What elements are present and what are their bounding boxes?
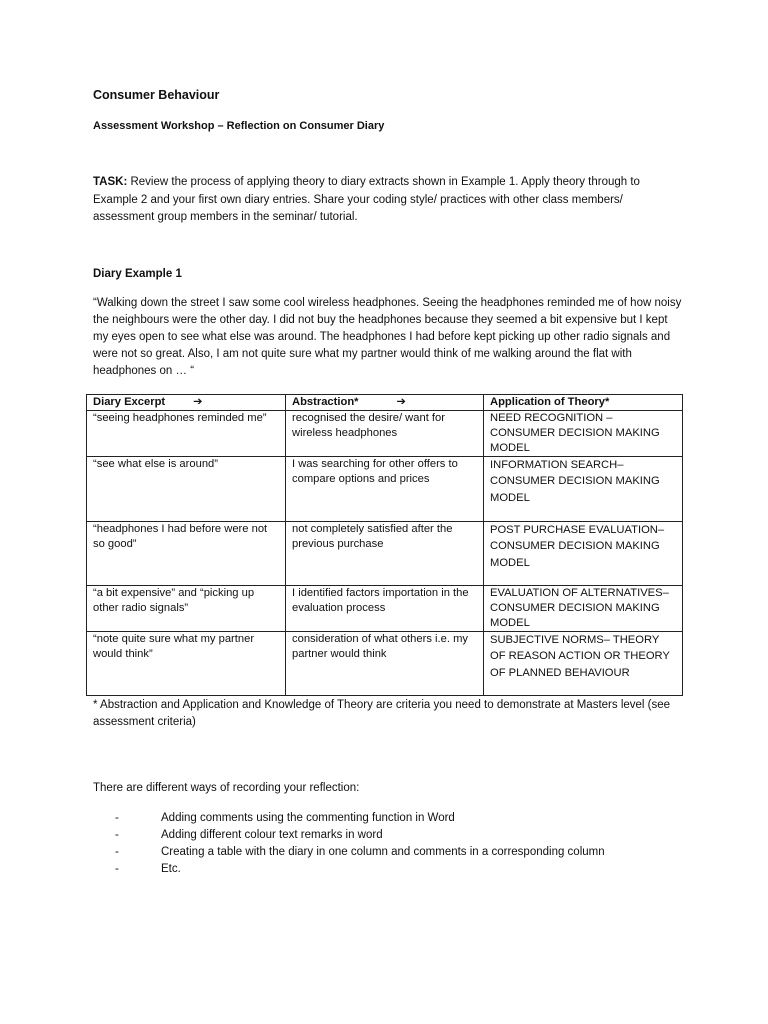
cell-excerpt: “seeing headphones reminded me” — [87, 410, 286, 456]
cell-abstraction: consideration of what others i.e. my partner would think — [286, 631, 484, 695]
task-text: Review the process of applying theory to diary extracts shown in Example 1. Apply theory through to Example 2 and your first own diary entries. Share your coding style/ practices with other class members/ assessment group members in the seminar/ tutorial. — [93, 176, 640, 223]
cell-theory: NEED RECOGNITION – CONSUMER DECISION MAKING MODEL — [484, 410, 683, 456]
cell-theory: POST PURCHASE EVALUATION– CONSUMER DECISION MAKING MODEL — [484, 521, 683, 585]
cell-abstraction: I was searching for other offers to compare options and prices — [286, 456, 484, 521]
list-item: - Etc. — [115, 861, 683, 878]
document-page — [93, 86, 683, 879]
diary-table — [86, 394, 683, 696]
table-row — [87, 631, 683, 695]
footnote: * Abstraction and Application and Knowledge of Theory are criteria you need to demonstrate at Masters level (see assessment criteria) — [93, 698, 671, 728]
task-label: TASK: — [93, 176, 128, 188]
task-paragraph — [93, 174, 683, 227]
cell-abstraction: I identified factors importation in the evaluation process — [286, 585, 484, 631]
header-application-of-theory: Application of Theory* — [484, 394, 683, 410]
table-row — [87, 585, 683, 631]
cell-abstraction: recognised the desire/ want for wireless headphones — [286, 410, 484, 456]
cell-theory: EVALUATION OF ALTERNATIVES– CONSUMER DECISION MAKING MODEL — [484, 585, 683, 631]
table-row — [87, 410, 683, 456]
list-dash: - — [115, 828, 119, 841]
cell-excerpt: “headphones I had before were not so good” — [87, 521, 286, 585]
table-header-row — [87, 394, 683, 410]
cell-theory: SUBJECTIVE NORMS– THEORY OF REASON ACTION OR THEORY OF PLANNED BEHAVIOUR — [484, 631, 683, 695]
header-abstraction: Abstraction* ➔ — [286, 394, 484, 410]
list-item: - Adding different colour text remarks in word — [115, 827, 683, 844]
diary-quote: “Walking down the street I saw some cool wireless headphones. Seeing the headphones reminded me of how noisy the neighbours were the other day. I did not buy the headphones because they seemed a bit expensive but I kept my eyes open to see what else was around. The headphones I had before kept picking up other radio signals and were not so great. Also, I am not quite sure what my partner would think of me walking around the flat with headphones on … “ — [93, 296, 682, 378]
document-subtitle: Assessment Workshop – Reflection on Consumer Diary — [93, 120, 385, 132]
table-row — [87, 456, 683, 521]
list-dash: - — [115, 863, 119, 876]
arrow-right-icon: ➔ — [396, 395, 406, 408]
cell-abstraction: not completely satisfied after the previous purchase — [286, 521, 484, 585]
list-dash: - — [115, 811, 119, 824]
cell-excerpt: “a bit expensive” and “picking up other radio signals” — [87, 585, 286, 631]
arrow-right-icon: ➔ — [193, 395, 203, 408]
header-diary-excerpt: Diary Excerpt ➔ — [87, 394, 286, 410]
table-row — [87, 521, 683, 585]
list-dash: - — [115, 846, 119, 859]
document-title: Consumer Behaviour — [93, 88, 220, 102]
section-heading: Diary Example 1 — [93, 267, 182, 280]
list-item: - Adding comments using the commenting function in Word — [115, 810, 683, 827]
ways-list — [93, 810, 683, 879]
ways-intro: There are different ways of recording your reflection: — [93, 781, 360, 794]
list-item: - Creating a table with the diary in one column and comments in a corresponding column — [115, 844, 683, 861]
cell-theory: INFORMATION SEARCH– CONSUMER DECISION MAKING MODEL — [484, 456, 683, 521]
cell-excerpt: “note quite sure what my partner would think” — [87, 631, 286, 695]
cell-excerpt: “see what else is around” — [87, 456, 286, 521]
